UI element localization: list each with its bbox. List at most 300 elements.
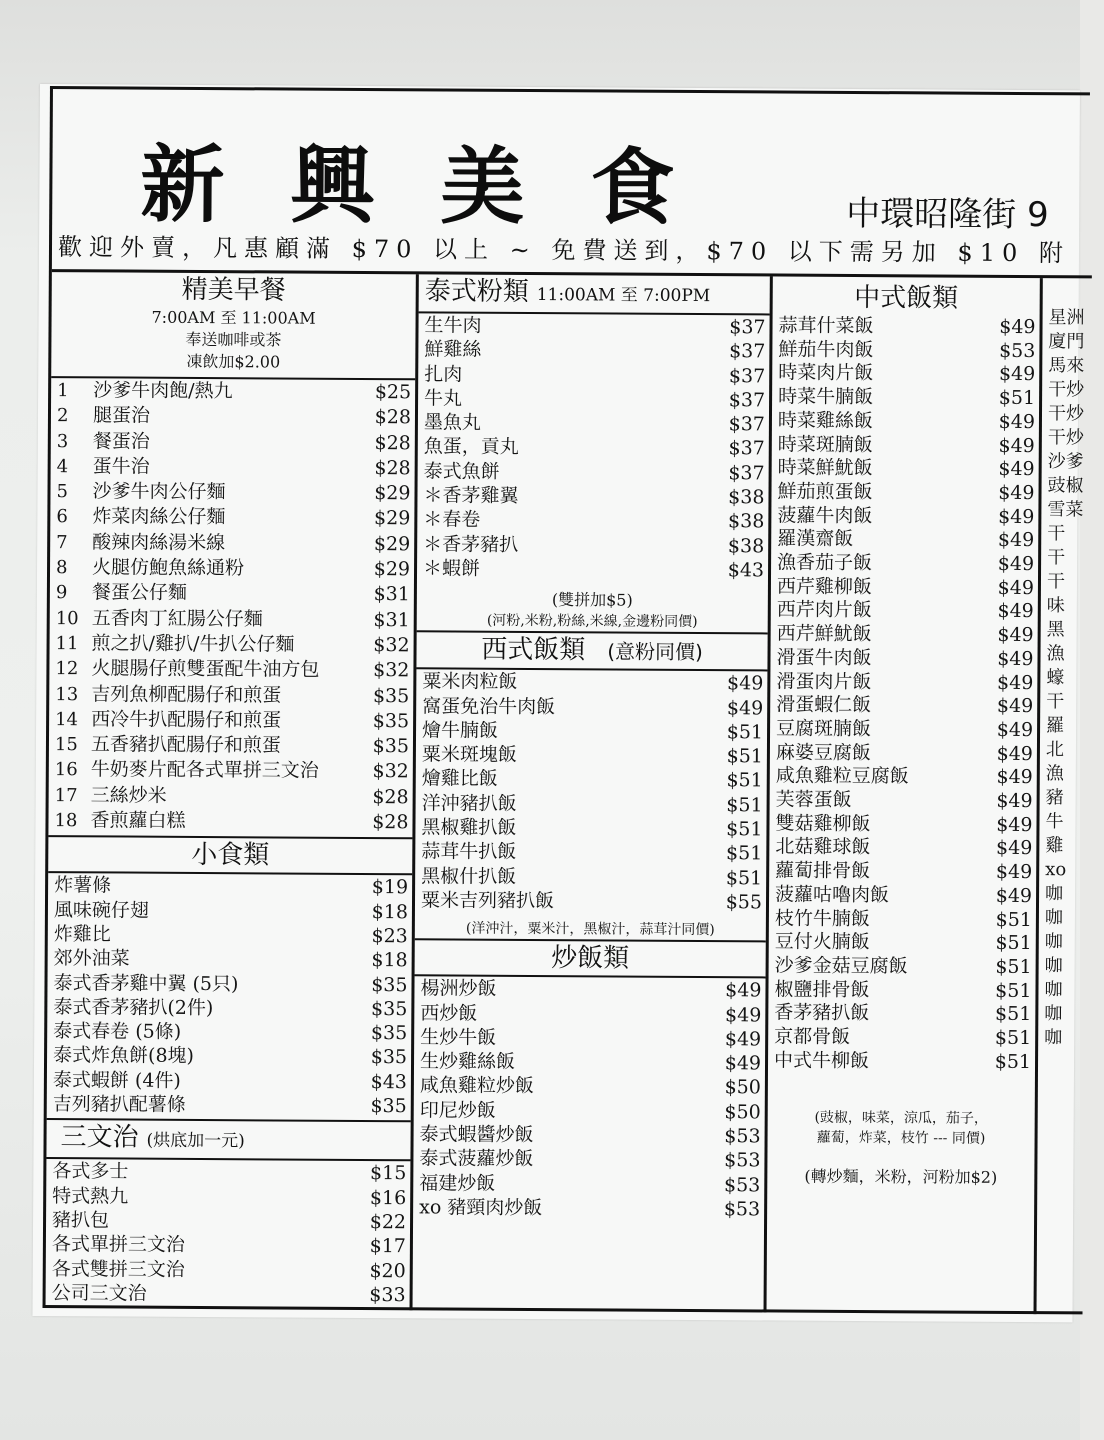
item-number: 5 [56,481,69,503]
item-price: $51 [725,866,763,890]
menu-item [418,313,769,339]
item-name: 牛奶麥片配各式單拼三文治 [90,758,319,783]
item-price: $28 [372,785,409,809]
partial-item: 咖 [1044,979,1063,1001]
item-name: 蒜茸牛扒飯 [421,840,517,864]
menu-item [418,386,769,412]
item-name: 炸菜肉絲公仔麵 [92,505,226,529]
item-price: $49 [998,363,1036,386]
menu-item [769,836,1036,861]
item-price: $37 [728,389,766,412]
item-price: $49 [998,505,1035,528]
partial-item: 漁 [1045,763,1064,785]
section-title: 炒飯類 [551,943,630,974]
partial-item: 漁 [1046,643,1065,665]
item-name: ＊春卷 [423,508,481,532]
menu-item [50,530,414,558]
item-price: $49 [727,672,764,695]
menu-item [771,504,1038,529]
western-rice-list [415,670,767,915]
item-price: $51 [726,769,763,792]
section-title [419,274,770,313]
item-name: 菠蘿牛肉飯 [777,504,873,527]
menu-item [47,971,411,998]
snacks-list [47,873,412,1118]
item-name: 黑椒雞扒飯 [421,816,517,839]
menu-item [772,409,1039,434]
item-name: 豬扒包 [51,1209,110,1232]
item-name: 西炒飯 [420,1001,478,1025]
section-title [416,633,767,670]
section-fried-rice [413,941,766,1222]
menu-item [47,995,411,1022]
menu-item [416,694,767,720]
item-price: $53 [723,1173,761,1197]
item-name: 芙蓉蛋飯 [775,788,852,812]
section-breakfast [48,272,415,836]
item-price: $49 [997,529,1035,552]
item-price: $20 [369,1259,406,1282]
item-name: 燴雞比飯 [421,767,498,791]
menu-item [414,1001,765,1027]
western-rice-title: 西式飯類 [481,634,586,666]
item-name: 洋沖豬扒飯 [421,792,517,815]
item-price: $49 [996,789,1033,813]
item-name: 泰式春卷 (5條) [53,1020,182,1044]
menu-item [416,767,767,793]
menu-item [768,1049,1035,1074]
item-name: 雙菇雞柳飯 [775,812,871,835]
item-price: $28 [372,811,409,834]
menu-item [772,386,1039,411]
item-price: $51 [998,386,1036,410]
menu-item [771,599,1038,624]
item-price: $35 [372,709,410,733]
item-price: $49 [726,696,764,719]
partial-item: 味 [1046,595,1065,617]
item-price: $37 [728,364,766,388]
menu-item [416,791,767,817]
item-price: $49 [998,481,1035,505]
item-price: $23 [371,924,408,948]
menu-item [50,631,414,659]
item-name: 墨魚丸 [423,411,482,434]
item-price: $50 [724,1076,761,1099]
item-name: ＊蝦餅 [422,557,481,580]
item-price: $51 [995,979,1032,1002]
menu-item [418,338,769,364]
partial-item: 雞 [1045,835,1064,857]
item-price: $31 [373,583,410,606]
partial-item: xo [1045,859,1067,881]
menu-item [769,812,1036,837]
menu-item [47,1068,411,1095]
menu-item [769,860,1036,885]
partial-item: 北 [1045,739,1065,761]
western-note: (洋沖汁，粟米汁，黑椒汁，蒜茸汁同價) [465,920,715,939]
menu-item [414,1098,765,1124]
thai-noodles-hours: 11:00AM 至 7:00PM [536,285,711,307]
item-price: $37 [728,413,765,436]
item-price: $38 [727,534,765,558]
menu-item [769,907,1036,932]
sandwich-title: 三文治 [60,1122,139,1153]
partial-item: 干 [1046,691,1065,713]
item-name: 各式單拼三文治 [51,1233,185,1257]
item-name: 沙爹牛肉飽/熱九 [93,379,233,403]
partial-item: 干炒 [1047,403,1085,425]
menu-item [415,888,766,914]
item-price: $49 [997,647,1034,670]
partial-item: 咖 [1045,883,1064,905]
item-price: $51 [995,1003,1032,1026]
western-rice-note: (意粉同價) [607,639,703,665]
item-price: $32 [372,760,409,783]
item-name: 吉列魚柳配腸仔和煎蛋 [91,682,282,707]
item-price: $29 [374,482,411,505]
item-price: $37 [728,437,765,460]
menu-item [413,1147,764,1173]
item-price: $49 [996,837,1033,860]
section-title [46,1120,410,1159]
menu-item [771,528,1038,553]
partial-item: 咖 [1044,955,1063,977]
item-number: 14 [55,708,79,731]
item-name: 蒜茸什菜飯 [778,314,874,338]
menu-item [417,532,768,558]
item-name: 咸魚雞粒炒飯 [419,1074,534,1098]
partial-item: 豬 [1045,787,1064,809]
chinese-note: 蘿蔔，炸菜，枝竹 --- 同價) [816,1129,986,1147]
section-title: 中式飯類 [854,282,959,314]
menu-item [772,314,1039,339]
item-price: $51 [726,721,764,744]
item-name: 鮮茄牛肉飯 [778,338,874,361]
item-price: $38 [728,486,765,509]
item-name: 漁香茄子飯 [777,551,873,575]
item-number: 7 [56,531,68,553]
item-number: 1 [57,380,69,402]
item-name: 京都骨飯 [774,1025,851,1049]
item-price: $49 [997,600,1034,623]
item-name: 香煎蘿白糕 [90,809,186,832]
item-number: 8 [55,557,68,579]
item-price: $51 [726,818,763,841]
item-name: 泰式香茅豬扒(2件) [53,995,214,1019]
menu-item [770,646,1037,671]
item-number: 18 [54,810,78,832]
item-number: 17 [54,784,78,806]
item-price: $15 [370,1162,407,1185]
column-breakfast-snacks [46,272,419,1310]
item-price: $49 [996,813,1033,836]
item-name: 餐蛋公仔麵 [91,581,187,605]
menu-item [48,873,412,900]
chinese-note: (豉椒，味菜，涼瓜，茄子， [814,1109,988,1127]
item-name: 滑蛋蝦仁飯 [776,693,872,717]
item-number: 13 [55,683,79,705]
menu-item [51,454,415,482]
menu-item [418,362,769,388]
menu-item [772,457,1039,482]
item-price: $51 [994,1026,1032,1050]
partial-item: 雪菜 [1047,499,1084,521]
partial-item: 豉椒 [1047,475,1084,497]
item-name: 三絲炒米 [90,784,167,807]
menu-item [414,1122,765,1148]
partial-item: 星洲 [1048,307,1085,329]
item-price: $43 [370,1070,407,1093]
item-price: $53 [724,1149,761,1172]
item-number: 10 [55,607,79,629]
item-number: 11 [55,633,79,655]
menu-item [770,694,1037,719]
section-snacks [47,837,413,1118]
menu-item [47,1019,411,1046]
menu-item [418,411,769,437]
menu-item [416,670,767,696]
item-price: $32 [373,634,410,657]
partial-item: 干 [1047,547,1066,569]
item-name: 生炒雞絲飯 [419,1050,516,1074]
menu-item [769,931,1036,956]
menu-item [46,1257,410,1284]
item-number: 6 [56,506,68,528]
column-chinese-rice [767,276,1043,1314]
menu-item [416,742,767,768]
menu-item [49,758,413,786]
menu-item [48,898,412,925]
item-name: 燴牛腩飯 [421,719,499,742]
item-number: 4 [56,455,69,478]
item-price: $38 [728,510,765,533]
item-name: 泰式炸魚餅(8塊) [52,1044,195,1068]
fried-rice-list [413,977,765,1222]
item-price: $22 [369,1210,407,1234]
item-price: $35 [370,1095,407,1118]
item-price: $37 [729,316,766,339]
menu-item [770,670,1037,695]
item-price: $31 [373,608,410,631]
item-price: $50 [724,1100,761,1124]
item-name: 時菜雞絲飯 [777,409,874,432]
item-price: $29 [373,532,411,556]
item-price: $49 [998,458,1035,481]
item-name: 風味碗仔翅 [53,898,150,922]
restaurant-address: 中環昭隆街 9 [846,193,1049,236]
item-name: 郊外油菜 [53,947,130,970]
item-name: 豆付火腩飯 [774,930,870,954]
partial-item: 沙爹 [1047,451,1084,473]
item-name: 泰式蝦餅 (4件) [52,1068,181,1092]
partial-item: 羅 [1046,715,1065,737]
menu-item [770,765,1037,790]
item-price: $49 [997,671,1034,694]
menu-item [50,479,414,507]
item-name: 時菜肉片飯 [778,361,874,385]
menu-item [417,508,768,534]
item-name: 沙爹牛肉公仔麵 [92,480,226,504]
item-name: 餐蛋治 [92,429,150,453]
item-price: $55 [725,891,763,914]
breakfast-hours: 7:00AM 至 11:00AM [151,307,316,328]
item-number: 9 [55,582,68,604]
item-number: 3 [56,430,69,452]
menu-item [418,459,769,485]
item-price: $49 [999,315,1036,339]
item-price: $49 [997,576,1035,599]
item-name: 泰式魚餅 [423,460,500,483]
item-name: 粟米斑塊飯 [421,743,517,767]
menu-item [48,808,412,836]
restaurant-title: 新興美食 [140,135,741,238]
menu-item [47,1043,411,1070]
menu-item [49,783,413,811]
item-price: $49 [724,1028,762,1051]
item-price: $28 [374,431,411,454]
menu-item [414,1025,765,1051]
item-price: $49 [998,434,1035,457]
menu-item [46,1208,410,1235]
menu-item [417,556,768,582]
partial-item: 干 [1047,523,1066,545]
item-name: 枝竹牛腩飯 [774,907,870,930]
menu-item [49,682,413,710]
menu-item [771,575,1038,600]
menu-item [51,429,415,457]
item-price: $33 [369,1283,406,1307]
item-number: 16 [54,759,78,781]
item-price: $17 [369,1235,406,1258]
item-price: $35 [372,735,410,758]
item-name: 咸魚雞粒豆腐飯 [775,764,909,788]
item-name: ＊香茅雞翼 [423,484,519,508]
menu-item [415,815,766,841]
menu-item [46,1281,410,1308]
partial-item: 咖 [1044,907,1063,929]
item-name: 泰式香茅雞中翼 (5只) [53,971,239,995]
item-number: 2 [56,405,69,427]
item-price: $37 [729,340,766,363]
item-price: $49 [996,742,1033,765]
item-price: $53 [723,1198,761,1221]
item-name: 煎之扒/雞扒/牛扒公仔麵 [91,632,295,656]
item-name: 滑蛋牛肉飯 [776,646,872,669]
menu-item [772,338,1039,363]
menu-item [768,1026,1035,1051]
item-name: 西芹肉片飯 [776,598,872,622]
menu-item [49,656,413,684]
item-price: $16 [369,1186,407,1209]
item-name: 印尼炒飯 [419,1099,496,1122]
item-name: 酸辣肉絲湯米線 [92,531,226,554]
menu-item [772,362,1039,387]
item-name: 北菇雞球飯 [775,835,871,859]
item-price: $35 [370,1046,408,1069]
item-price: $32 [373,659,410,682]
menu-item [770,789,1037,814]
menu-item [416,718,767,744]
partial-item: 咖 [1044,1003,1063,1025]
section-title: 小食類 [191,840,270,871]
menu-sheet [32,84,1085,1322]
menu-item [51,403,415,431]
menu-item [417,483,768,509]
partial-item: 廈門 [1048,331,1085,353]
item-name: 五香肉丁紅腸公仔麵 [91,606,263,631]
item-name: 楊洲炒飯 [420,977,497,1001]
menu-item [413,1171,764,1197]
menu-item [49,707,413,735]
partial-item: 蠔 [1046,667,1065,689]
item-price: $28 [374,406,412,429]
item-name: 特式熱九 [52,1184,129,1208]
menu-item [48,922,412,949]
item-price: $49 [724,1003,762,1026]
item-price: $49 [996,718,1034,742]
item-price: $49 [997,552,1035,576]
menu-item [414,977,765,1003]
item-name: 麻婆豆腐飯 [775,741,872,764]
breakfast-list [48,378,415,836]
item-name: 黑椒什扒飯 [421,864,517,888]
item-name: 蘿蔔排骨飯 [775,859,871,883]
item-name: 滑蛋肉片飯 [776,670,872,693]
menu-item [46,1232,410,1259]
item-name: 牛丸 [424,387,463,410]
item-name: 沙爹金菇豆腐飯 [774,954,908,978]
menu-item [770,741,1037,766]
item-price: $35 [370,1022,408,1045]
item-name: 魚蛋，貢丸 [423,435,519,459]
partial-item: 牛 [1045,811,1064,833]
item-name: 鮮雞絲 [424,338,482,361]
item-price: $49 [725,979,762,1002]
item-price: $29 [373,558,411,581]
item-price: $53 [724,1125,761,1148]
item-name: 火腿腸仔煎雙蛋配牛油方包 [91,657,320,681]
thai-note: (雙拼加$5) [551,590,633,610]
item-name: 五香豬扒配腸仔和煎蛋 [90,733,282,757]
menu-item [772,433,1039,458]
breakfast-note: 凍飲加$2.00 [186,351,281,372]
menu-item [50,505,414,533]
partial-item: 干 [1046,571,1066,593]
item-price: $49 [995,884,1033,907]
menu-item [418,435,769,461]
section-title: 精美早餐 [181,274,286,306]
item-price: $51 [994,1050,1032,1073]
item-price: $49 [996,695,1034,718]
menu-item [46,1184,410,1211]
item-name: 泰式菠蘿炒飯 [419,1147,534,1171]
section-thai-noodles [417,274,770,632]
partial-item: 馬來 [1048,355,1085,377]
menu-item [768,1002,1035,1027]
item-price: $35 [371,997,408,1021]
item-name: 西芹雞柳飯 [776,575,873,598]
menu-item [415,864,766,890]
item-number: 12 [55,658,79,680]
partial-item: 咖 [1044,931,1063,953]
item-price: $43 [727,559,765,582]
item-name: 公司三文治 [51,1281,147,1305]
delivery-notice: 歡迎外賣，凡惠顧滿 $70 以上 ~ 免費送到，$70 以下需另加 $10 附 [57,233,1071,268]
item-price: $25 [374,381,412,404]
item-name: 豆腐斑腩飯 [776,717,872,741]
item-name: 時菜鮮魷飯 [777,456,873,480]
item-price: $51 [995,908,1032,931]
